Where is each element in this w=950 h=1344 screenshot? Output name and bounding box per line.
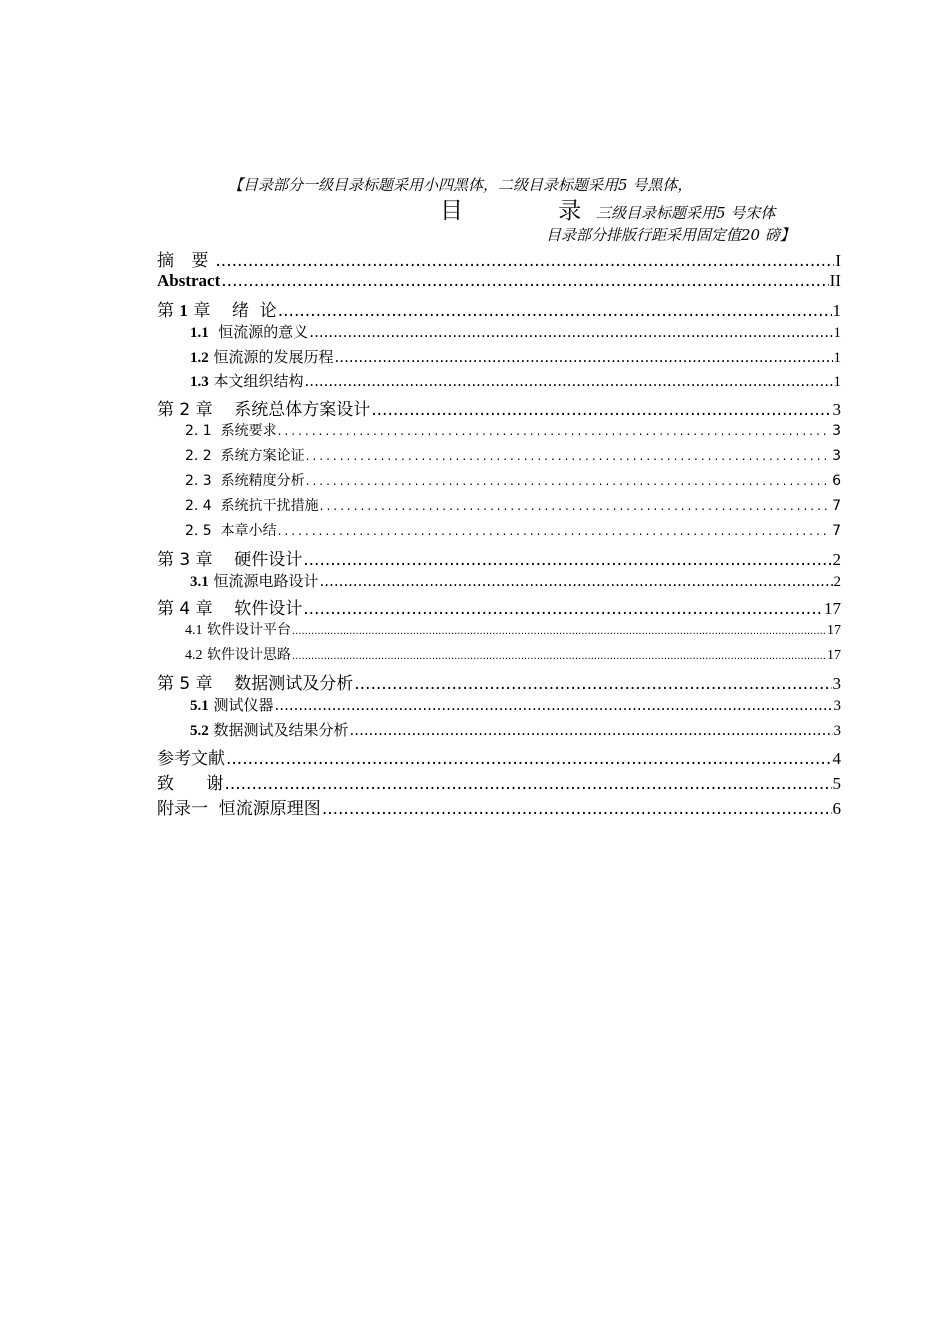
toc-leader [292, 627, 826, 637]
toc-entry-label: 附录一 恒流源原理图 [157, 798, 321, 819]
toc-page-number: 1 [833, 324, 841, 341]
toc-page-number: 1 [833, 374, 841, 391]
toc-page-number: 4 [832, 748, 841, 768]
toc-entry-label: 2. 5 本章小结 [185, 522, 277, 539]
toc-entry-label: 本文组织结构 [208, 372, 304, 391]
toc-page-number: 3 [832, 448, 841, 465]
toc-entry-label: 参考文献 [157, 748, 225, 769]
toc-entry-label: 2. 4 系统抗干扰措施 [185, 497, 319, 514]
toc-leader [226, 751, 832, 768]
toc-leader [320, 574, 833, 589]
toc-entry-chapter-3[interactable] [157, 545, 841, 570]
toc-entry-number: 1.2 [190, 349, 209, 366]
toc-leader [278, 525, 831, 537]
toc-leader [303, 601, 823, 618]
toc-entry-label: 2. 2 系统方案论证 [185, 448, 305, 465]
toc-entry-2-3[interactable] [157, 470, 841, 495]
toc-page-number: 7 [832, 522, 841, 539]
toc-entry-2-2[interactable] [157, 445, 841, 470]
toc-entry-appendix-1[interactable] [157, 794, 841, 819]
toc-entry-2-4[interactable] [157, 495, 841, 520]
toc-entry-label: 2. 3 系统精度分析 [185, 473, 305, 490]
toc-page-number: 2 [832, 549, 841, 569]
toc-entry-abstract-cn[interactable] [157, 246, 841, 271]
toc-entry-2-1[interactable] [157, 420, 841, 445]
toc-entry-5-2[interactable] [157, 719, 841, 744]
toc-page-number: 3 [832, 400, 841, 420]
toc-leader [275, 698, 833, 713]
toc-entry-chapter-5[interactable] [157, 669, 841, 694]
toc-entry-label: 恒流源电路设计 [208, 571, 319, 590]
toc-leader [309, 325, 832, 340]
toc-page-number: 5 [832, 773, 841, 793]
toc-entry-number: 5.1 [190, 698, 209, 715]
toc-entry-label: 章 绪 论 [193, 300, 277, 321]
toc-page-number: 1 [833, 349, 841, 366]
toc-page-number: 1 [832, 300, 841, 320]
toc-entry-label: Abstract [157, 270, 221, 290]
toc-entry-label: 数据测试及结果分析 [208, 720, 349, 739]
toc-leader [278, 425, 831, 437]
toc-entry-number: 4.1 [185, 623, 203, 639]
toc-entry-number: 1.1 [190, 324, 209, 341]
toc-leader [292, 652, 826, 662]
toc-entry-5-1[interactable] [157, 694, 841, 719]
toc-entry-acknowledgements[interactable] [157, 769, 841, 794]
toc-entry-label: 测试仪器 [208, 696, 274, 715]
toc-entry-label: 第 3 章 硬件设计 [157, 549, 303, 570]
table-of-contents [157, 246, 841, 818]
toc-page-number: 17 [827, 623, 841, 639]
toc-page-number: 2 [833, 573, 841, 590]
toc-entry-chapter-1[interactable] [157, 296, 841, 321]
toc-leader [278, 303, 832, 320]
toc-page-number: 6 [832, 798, 841, 818]
toc-entry-label: 恒流源的意义 [208, 322, 309, 341]
toc-entry-label: 第 2 章 系统总体方案设计 [157, 400, 371, 421]
toc-page-number: 17 [824, 599, 841, 619]
toc-entry-label: 第 5 章 数据测试及分析 [157, 674, 354, 695]
toc-entry-label: 2. 1 系统要求 [185, 423, 277, 440]
toc-entry-1-1[interactable] [157, 321, 841, 346]
toc-entry-number: 3.1 [190, 573, 209, 590]
toc-leader [303, 552, 831, 569]
toc-entry-abstract-en[interactable] [157, 271, 841, 296]
toc-entry-3-1[interactable] [157, 570, 841, 595]
toc-entry-1-3[interactable] [157, 370, 841, 395]
page-title: 目 录 [440, 198, 626, 224]
toc-leader [335, 350, 833, 365]
toc-leader [320, 500, 831, 512]
toc-leader [371, 402, 831, 419]
toc-page-number: 3 [832, 674, 841, 694]
toc-page-number: II [829, 270, 841, 290]
toc-entry-label: 第 4 章 软件设计 [157, 599, 303, 620]
toc-entry-number: 4.2 [185, 648, 203, 664]
toc-page-number: 3 [833, 722, 841, 739]
toc-entry-number: 5.2 [190, 722, 209, 739]
toc-page-number: 7 [832, 497, 841, 514]
toc-entry-number: 1.3 [190, 374, 209, 391]
format-note-line-3: 目录部分排版行距采用固定值20 磅】 [546, 226, 795, 244]
format-note-line-2: 三级目录标题采用5 号宋体 [596, 204, 776, 222]
toc-entry-label: 软件设计思路 [202, 647, 291, 664]
toc-entry-label: 摘 要 [157, 251, 215, 271]
toc-leader [306, 450, 831, 462]
toc-entry-1-2[interactable] [157, 346, 841, 371]
toc-page-number: 17 [827, 648, 841, 664]
toc-entry-prefix: 第 [157, 300, 174, 321]
toc-leader [224, 776, 831, 793]
format-note-line-1: 【目录部分一级目录标题采用小四黑体，二级目录标题采用5 号黑体， [228, 176, 693, 194]
toc-entry-label: 恒流源的发展历程 [208, 347, 334, 366]
toc-page-number: 3 [833, 698, 841, 715]
toc-leader [215, 253, 834, 270]
toc-leader [322, 801, 832, 818]
toc-leader [306, 475, 831, 487]
toc-entry-label: 软件设计平台 [202, 622, 291, 639]
toc-entry-2-5[interactable] [157, 520, 841, 545]
toc-entry-4-1[interactable] [157, 619, 841, 644]
toc-entry-chapter-4[interactable] [157, 594, 841, 619]
toc-entry-references[interactable] [157, 744, 841, 769]
toc-entry-label: 致 谢 [157, 773, 224, 794]
toc-leader [305, 374, 833, 389]
toc-page-number: 3 [832, 423, 841, 440]
toc-leader [354, 676, 831, 693]
toc-entry-number: 1 [179, 300, 188, 320]
toc-page-number: I [835, 251, 841, 270]
toc-entry-4-2[interactable] [157, 644, 841, 669]
toc-page-number: 6 [832, 473, 841, 490]
toc-leader [350, 723, 833, 738]
toc-entry-chapter-2[interactable] [157, 395, 841, 420]
toc-leader [221, 273, 828, 290]
